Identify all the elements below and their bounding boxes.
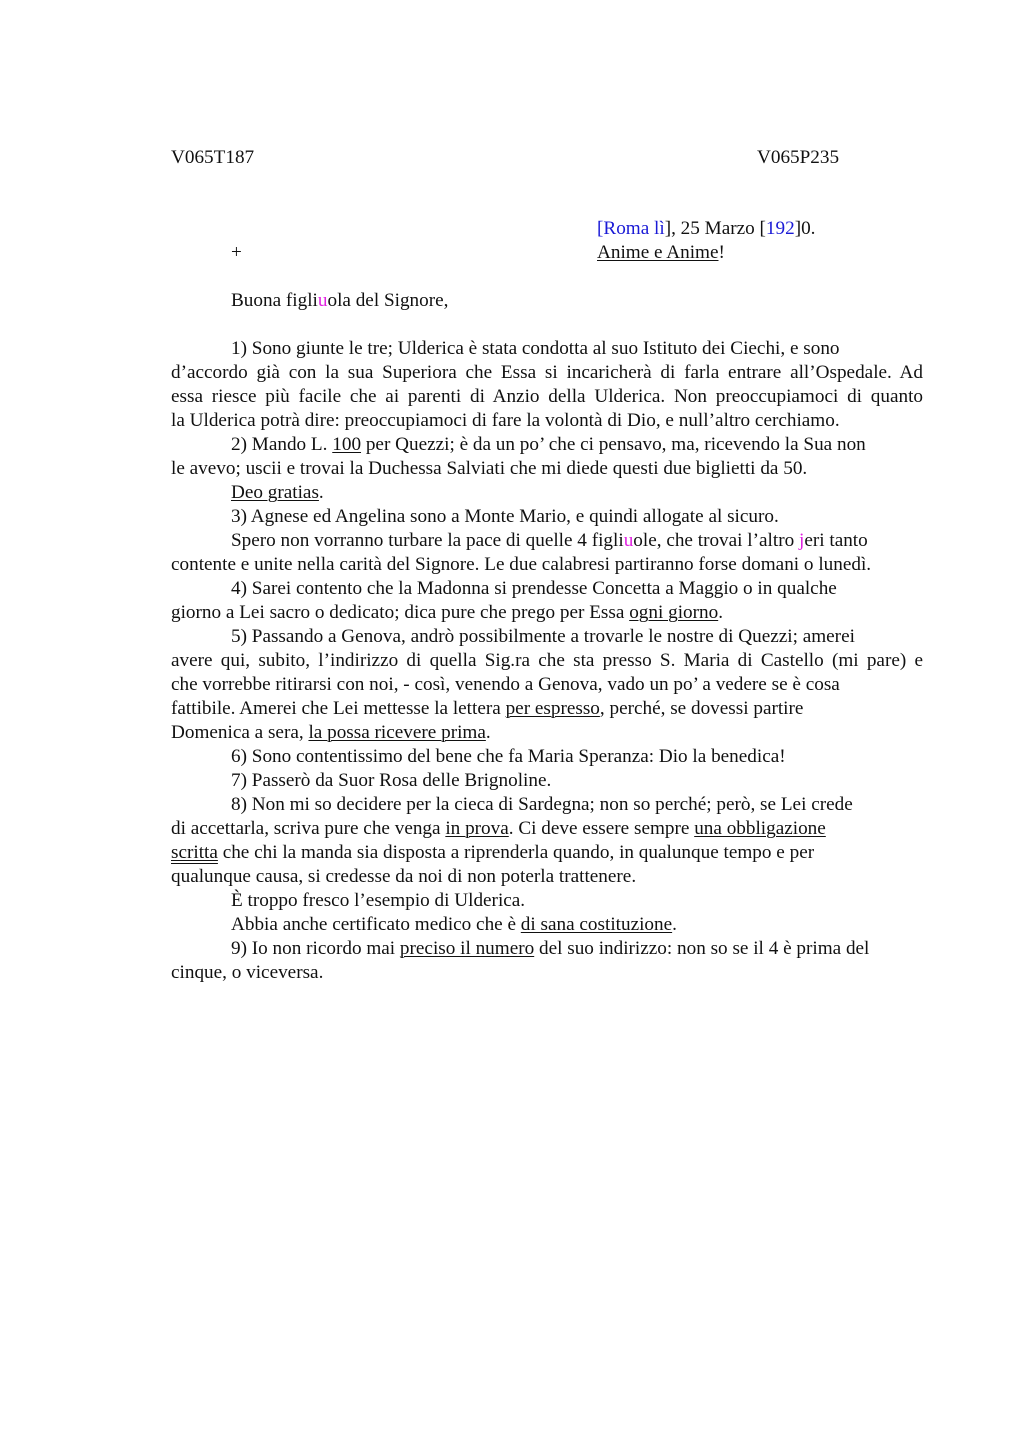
p2-line-2: le avevo; uscii e trovai la Duchessa Salviati che mi diede questi due biglietti da 50. (171, 458, 808, 479)
p1-line-4: la Ulderica potrà dire: preoccupiamoci di fare la volontà di Dio, e null’altro cerchiamo. (171, 410, 840, 431)
text-run: per Quezzi; è da un po’ che ci pensavo, ma, ricevendo la Sua non (361, 434, 866, 455)
underlined-text: di sana costituzione (520, 914, 673, 935)
p3-line-3: contente e unite nella carità del Signore. Le due calabresi partiranno forse domani o lunedì. (171, 554, 872, 575)
text-run: che chi la manda sia disposta a riprenderla quando, in qualunque tempo e per (217, 842, 815, 863)
text-run: . (718, 602, 723, 623)
salutation-part: Buona figli (231, 290, 318, 311)
p1-line-3: essa riesce più facile che ai parenti di Anzio della Ulderica. Non preoccupiamoci di quanto (171, 386, 923, 407)
motto (597, 241, 725, 265)
dateline-place: Roma lì (603, 218, 665, 239)
p8-line-3 (171, 841, 814, 865)
p1-line-2: d’accordo già con la sua Superiora che Essa si incaricherà di farla entrare all’Ospedale. Ad (171, 362, 923, 383)
text-run: eri tanto (804, 530, 868, 551)
text-run: Abbia anche certificato medico che è (231, 914, 521, 935)
header-left-code: V065T187 (171, 147, 255, 168)
p9-line-1 (231, 937, 869, 961)
motto-end: ! (718, 242, 725, 263)
underlined-text: preciso il numero (399, 938, 535, 959)
correction-mark: j (798, 530, 805, 551)
dateline-year: 192 (765, 218, 795, 239)
cross-mark: + (231, 242, 242, 263)
p8-line-4: qualunque causa, si credesse da noi di non poterla trattenere. (171, 866, 637, 887)
p8-line-1: 8) Non mi so decidere per la cieca di Sardegna; non so perché; però, se Lei crede (231, 794, 853, 815)
p4-line-2 (171, 601, 723, 625)
p5-line-2: avere qui, subito, l’indirizzo di quella Sig.ra che sta presso S. Maria di Castello (mi pare) e (171, 650, 923, 671)
text-run: . (485, 722, 491, 743)
underlined-amount: 100 (332, 434, 362, 455)
salutation-correction: u (317, 290, 328, 311)
text-run: ole, che trovai l’altro (633, 530, 799, 551)
p5-line-4 (171, 697, 803, 721)
salutation (231, 289, 448, 313)
underlined-text: in prova (445, 818, 509, 839)
p9-line-2: cinque, o viceversa. (171, 962, 324, 983)
p3-line-2 (231, 529, 868, 553)
p5-line-3: che vorrebbe ritirarsi con noi, - così, venendo a Genova, vado un po’ a vedere se è cosa (171, 674, 840, 695)
text-run: Spero non vorranno turbare la pace di quelle 4 figli (231, 530, 624, 551)
salutation-part: ola del Signore, (327, 290, 449, 311)
dateline-end: ]0. (794, 218, 816, 239)
p8-line-6 (231, 913, 677, 937)
text-run: 9) Io non ricordo mai (231, 938, 400, 959)
p5-line-5 (171, 721, 491, 745)
underlined-text: per espresso (505, 698, 600, 719)
text-run: fattibile. Amerei che Lei mettesse la lettera (171, 698, 506, 719)
p5-line-1: 5) Passando a Genova, andrò possibilmente a trovarle le nostre di Quezzi; amerei (231, 626, 855, 647)
text-run: del suo indirizzo: non so se il 4 è prima del (534, 938, 870, 959)
deo-gratias: Deo gratias (231, 482, 319, 503)
text-run: Domenica a sera, (171, 722, 309, 743)
underlined-text: ogni giorno (629, 602, 719, 623)
p3-line-1: 3) Agnese ed Angelina sono a Monte Mario, e quindi allogate al sicuro. (231, 506, 779, 527)
p8-line-5: È troppo fresco l’esempio di Ulderica. (231, 890, 526, 911)
dateline (597, 217, 815, 241)
underlined-text: la possa ricevere prima (308, 722, 486, 743)
text-run: di accettarla, scriva pure che venga (171, 818, 446, 839)
text-run: . Ci deve essere sempre (508, 818, 695, 839)
text-run: giorno a Lei sacro o dedicato; dica pure che prego per Essa (171, 602, 630, 623)
correction-mark: u (623, 530, 634, 551)
p1-line-1: 1) Sono giunte le tre; Ulderica è stata condotta al suo Istituto dei Ciechi, e sono (231, 338, 840, 359)
double-underlined-text: scritta (171, 842, 218, 863)
p7-line: 7) Passerò da Suor Rosa delle Brignoline. (231, 770, 552, 791)
dateline-bracket: [ (597, 218, 604, 239)
p4-line-1: 4) Sarei contento che la Madonna si prendesse Concetta a Maggio o in qualche (231, 578, 837, 599)
text-run: . (672, 914, 677, 935)
header-right-code: V065P235 (757, 147, 840, 168)
p2-line-1 (231, 433, 866, 457)
text-run: , perché, se dovessi partire (599, 698, 804, 719)
dateline-date: ], 25 Marzo [ (664, 218, 766, 239)
motto-text: Anime e Anime (597, 242, 719, 263)
p6-line: 6) Sono contentissimo del bene che fa Maria Speranza: Dio la benedica! (231, 746, 786, 767)
p2-line-3 (231, 481, 324, 505)
p8-line-2 (171, 817, 826, 841)
text-run: 2) Mando L. (231, 434, 333, 455)
text-run: . (318, 482, 324, 503)
underlined-text: una obbligazione (694, 818, 826, 839)
